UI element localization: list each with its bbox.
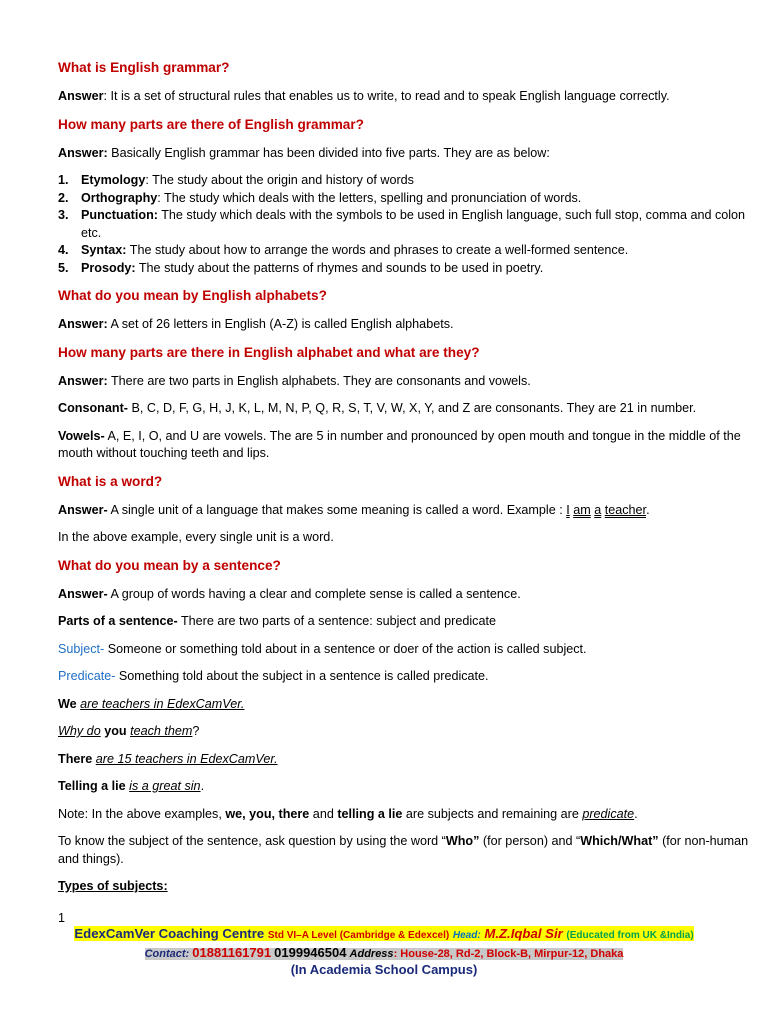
example-sentence [58,778,762,796]
note-text: are subjects and remaining are [402,806,583,821]
note-bold: telling a lie [337,806,403,821]
address-text: : House-28, Rd-2, Block-B, Mirpur-12, Dhaka [393,948,624,960]
tip-text: (for non-human and things). [58,834,749,866]
address-label: Address [349,948,394,960]
consonant-label: Consonant- [58,401,128,415]
footer-campus: (In Academia School Campus) [290,962,478,977]
tip-bold: Who” [445,834,480,848]
consonant-paragraph [58,400,762,418]
types-of-subjects-heading: Types of subjects: [58,879,168,893]
example-sentence [58,751,762,769]
list-text: The study which deals with the symbols to be used in English language, such full stop, comma and colon etc. [81,208,746,240]
answer-text: There are two parts in English alphabets. They are consonants and vowels. [107,373,531,388]
answer-label: Answer- [58,586,108,601]
answer-text: Basically English grammar has been divided into five parts. They are as below: [107,145,550,160]
question-heading: What is a word? [58,473,163,489]
head-label: Head: [452,930,481,941]
educated-text: (Educated from UK &India) [566,930,694,941]
predicate-paragraph [58,668,762,686]
predicate-text: Something told about the subject in a sentence is called predicate. [115,669,489,683]
answer-paragraph [58,373,762,391]
answer-paragraph [58,502,762,520]
note-predicate: predicate [582,806,635,821]
example-subject: you [104,724,127,738]
list-number: 5. [58,260,69,275]
list-text: The study about the patterns of rhymes and sounds to be used in poetry. [135,260,544,275]
subject-text: Someone or something told about in a sentence or doer of the action is called subject. [104,641,587,656]
example-predicate: is a great sin [129,779,201,793]
example-subject: Telling a lie [58,779,126,793]
subject-label: Subject- [58,641,105,656]
answer-paragraph [58,145,762,163]
page-number: 1 [58,911,66,925]
note-paragraph: In the above example, every single unit is a word. [58,530,334,544]
answer-label: Answer: [58,317,108,331]
answer-paragraph [58,586,762,604]
list-term: Etymology [81,173,146,187]
answer-text: : It is a set of structural rules that enables us to write, to read and to speak English language correctly. [103,89,670,103]
example-word: a [594,502,602,517]
example-end: . [200,779,205,793]
list-number: 2. [58,190,69,205]
footer-line-1 [0,926,768,941]
centre-name: EdexCamVer Coaching Centre [74,926,265,941]
example-word: teacher [604,502,647,517]
vowel-paragraph [58,428,762,463]
list-term: Syntax: [81,243,127,257]
example-sentence [58,723,762,741]
answer-text: A single unit of a language that makes some meaning is called a word. Example : [107,502,567,517]
answer-label: Answer [58,89,104,103]
example-word: am [573,502,591,517]
list-number: 1. [58,173,69,187]
example-predicate: teach them [130,724,193,738]
std-text: Std VI–A Level (Cambridge & Edexcel) [267,930,450,941]
note-bold: we, you, there [225,806,310,821]
list-number: 3. [58,208,69,222]
document-body [58,59,762,906]
list-term: Punctuation: [81,208,158,222]
example-predicate: are 15 teachers in EdexCamVer. [95,751,278,766]
example-sentence [58,696,762,714]
subject-paragraph [58,641,762,659]
consonant-text: B, C, D, F, G, H, J, K, L, M, N, P, Q, R, S, T, V, W, X, Y, and Z are consonants. They are 21 in number. [127,401,697,415]
question-heading: What is English grammar? [58,60,230,75]
list-text: : The study about the origin and history of words [145,173,414,187]
note-text: and [309,806,338,821]
example-subject: We [58,696,77,711]
head-name: M.Z.Iqbal Sir [484,926,563,941]
list-item [58,172,762,190]
note-text: Note: In the above examples, [58,806,226,821]
list-item [58,260,762,278]
list-item [58,207,762,242]
note-paragraph [58,806,762,824]
answer-label: Answer- [58,502,108,517]
list-text: The study about how to arrange the words and phrases to create a well-formed sentence. [126,243,629,257]
footer-line-2 [0,945,768,960]
phone-1: 01881161791 [192,945,272,960]
note-text: . [634,806,638,821]
footer-highlight [144,945,624,960]
vowel-label: Vowels- [58,428,105,443]
question-heading: How many parts are there in English alphabet and what are they? [58,344,480,360]
answer-label: Answer: [58,145,108,160]
tip-bold: Which/What” [580,834,659,848]
predicate-label: Predicate- [58,669,116,683]
parts-text: There are two parts of a sentence: subject and predicate [177,614,496,628]
list-term: Orthography [81,190,158,205]
phone-2: 0199946504 [274,945,347,960]
example-predicate: Why do [58,724,101,738]
question-heading: What do you mean by a sentence? [58,557,281,573]
answer-paragraph [58,316,762,334]
parts-label: Parts of a sentence- [58,614,178,628]
list-item [58,190,762,208]
parts-paragraph [58,613,762,631]
contact-label: Contact: [144,948,190,960]
grammar-parts-list [58,172,762,277]
vowel-text: A, E, I, O, and U are vowels. The are 5 in number and pronounced by open mouth and tongue in the middle of the mouth without touching teeth and lips. [58,428,741,460]
example-predicate: are teachers in EdexCamVer. [80,696,245,711]
list-item [58,242,762,260]
example-end: ? [192,724,200,738]
answer-text: A group of words having a clear and complete sense is called a sentence. [107,586,521,601]
answer-paragraph [58,88,762,106]
example-end: . [646,502,650,517]
list-term: Prosody: [81,260,136,275]
example-subject: There [58,751,93,766]
tip-paragraph [58,833,762,868]
answer-text: A set of 26 letters in English (A-Z) is called English alphabets. [107,317,454,331]
answer-label: Answer: [58,373,108,388]
example-word: I [566,502,570,517]
question-heading: How many parts are there of English grammar? [58,116,364,132]
footer-highlight [74,926,693,941]
list-number: 4. [58,243,69,257]
question-heading: What do you mean by English alphabets? [58,288,327,303]
tip-text: To know the subject of the sentence, ask question by using the word “ [58,834,446,848]
tip-text: (for person) and “ [479,834,581,848]
list-text: : The study which deals with the letters, spelling and pronunciation of words. [157,190,582,205]
